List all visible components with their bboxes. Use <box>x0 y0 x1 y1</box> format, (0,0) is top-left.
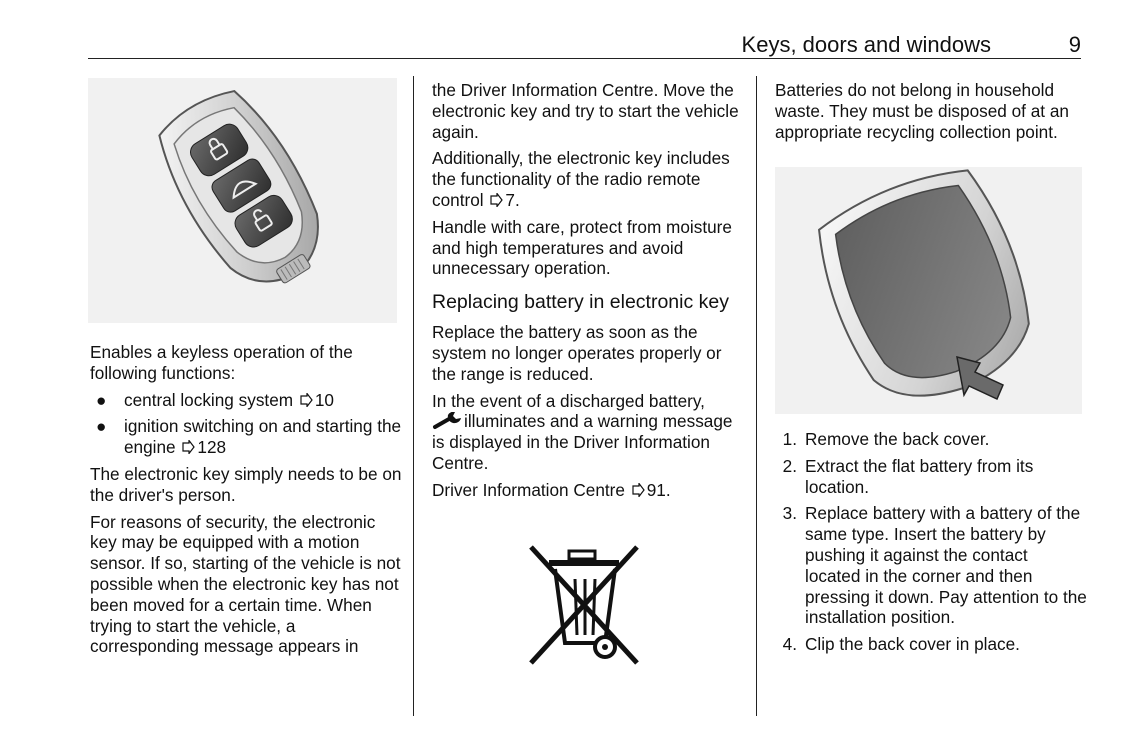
dic-text: Driver Information Centre <box>432 479 625 500</box>
section-title: Keys, doors and windows <box>741 32 991 57</box>
step-number: 4. <box>782 634 797 655</box>
cross-reference-arrow-icon <box>490 193 503 207</box>
wrench-warning-icon <box>432 412 464 430</box>
column-divider-right <box>756 76 757 716</box>
header-divider <box>88 58 1081 59</box>
bullet-text: ignition switching on and starting the engine <box>124 416 402 458</box>
handle-care-paragraph: Handle with care, protect from moisture and high temperatures and avoid unnecessary operation. <box>432 216 732 279</box>
page-number: 9 <box>1068 32 1081 57</box>
step-text: Replace battery with a battery of the same type. Insert the battery by pushing it against the contact located in the corner and then pressing it down. Pay attention to the installation position. <box>805 503 1087 628</box>
middle-column <box>432 80 744 507</box>
list-item <box>775 503 1087 628</box>
motion-sensor-paragraph: For reasons of security, the electronic key may be equipped with a motion sensor. If so, starting of the vehicle is not possible when the electronic key has not been moved for a certain time. When trying to start the vehicle, a corresponding message appears in <box>90 511 401 657</box>
radio-remote-text: Additionally, the electronic key includes the functionality of the radio remote control <box>432 148 730 210</box>
discharged-text-before: In the event of a discharged battery, <box>432 390 705 411</box>
cross-reference-arrow-icon <box>300 393 313 407</box>
column-divider-left <box>413 76 414 716</box>
continuation-paragraph: the Driver Information Centre. Move the electronic key and try to start the vehicle again. <box>432 80 739 142</box>
list-item <box>775 429 1087 450</box>
page-reference[interactable]: 7 <box>505 189 515 210</box>
step-text: Extract the flat battery from its location. <box>805 455 1034 497</box>
key-fob-back-cover-illustration <box>775 167 1082 414</box>
key-fob-front-illustration <box>88 78 397 323</box>
discharged-battery-paragraph <box>432 391 744 474</box>
list-item <box>90 390 402 411</box>
step-number: 3. <box>782 503 797 524</box>
key-on-person-paragraph: The electronic key simply needs to be on the driver's person. <box>90 463 402 505</box>
cross-reference-arrow-icon <box>182 440 195 454</box>
battery-replacement-steps <box>775 429 1087 661</box>
bullet-icon: ● <box>96 416 107 437</box>
step-number: 2. <box>782 455 797 476</box>
step-text: Remove the back cover. <box>805 429 990 449</box>
discharged-text-after: illuminates and a warning message is displayed in the Driver Information Centre. <box>432 411 733 473</box>
bullet-icon: ● <box>96 389 107 410</box>
radio-remote-paragraph: Additionally, the electronic key includes the functionality of the radio remote control 7. <box>432 148 730 210</box>
disposal-paragraph: Batteries do not belong in household waste. They must be disposed of at an appropriate recycling collection point. <box>775 80 1069 142</box>
page-reference[interactable]: 128 <box>197 437 227 458</box>
list-item <box>775 634 1087 655</box>
intro-paragraph: Enables a keyless operation of the following functions: <box>90 342 353 383</box>
right-column-intro <box>775 80 1087 148</box>
list-item <box>90 416 402 458</box>
list-item <box>775 456 1087 498</box>
left-column <box>90 342 402 663</box>
bullet-text: central locking system <box>124 389 294 410</box>
crossed-out-wheelie-bin-icon <box>525 543 645 667</box>
step-number: 1. <box>782 429 797 449</box>
step-text: Clip the back cover in place. <box>805 634 1020 655</box>
replace-battery-paragraph: Replace the battery as soon as the system no longer operates properly or the range is reduced. <box>432 322 722 384</box>
dic-reference-paragraph: Driver Information Centre 91. <box>432 479 671 500</box>
section-heading: Replacing battery in electronic key <box>432 291 729 314</box>
page-reference[interactable]: 91 <box>646 479 666 500</box>
cross-reference-arrow-icon <box>632 483 645 497</box>
page-reference[interactable]: 10 <box>314 389 334 410</box>
